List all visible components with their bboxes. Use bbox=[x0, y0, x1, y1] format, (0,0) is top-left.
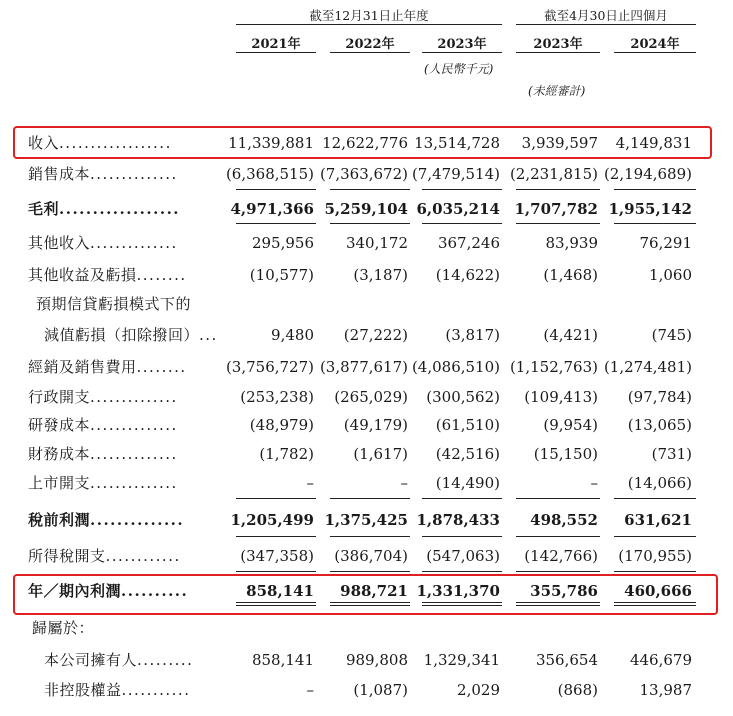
cell-2023: 6,035,214 bbox=[416, 200, 500, 218]
cell-2023: 1,878,433 bbox=[416, 511, 500, 529]
cell-4m-2023: (2,231,815) bbox=[509, 165, 598, 183]
cell-2022: 5,259,104 bbox=[324, 200, 408, 218]
cell-4m-2023: (4,421) bbox=[543, 326, 598, 344]
row-label bbox=[28, 383, 178, 411]
subtotal-rule bbox=[614, 223, 696, 224]
cell-2022: (3,187) bbox=[353, 266, 408, 284]
row-label bbox=[28, 195, 180, 223]
row-gross-profit bbox=[0, 195, 733, 223]
row-attributable-to bbox=[0, 614, 733, 642]
currency-note: (人民幣千元) bbox=[424, 62, 494, 76]
year-group-rule bbox=[236, 24, 502, 25]
row-income-tax bbox=[0, 542, 733, 570]
row-label-text: 毛利 bbox=[28, 200, 60, 218]
row-label bbox=[32, 614, 94, 642]
year-group-header: 截至12月31日止年度 bbox=[309, 8, 429, 23]
cell-2023: 2,029 bbox=[457, 681, 500, 699]
row-label bbox=[44, 321, 218, 349]
cell-2021: (3,756,727) bbox=[225, 358, 314, 376]
year-rule-2021 bbox=[236, 52, 316, 53]
cell-4m-2024: 631,621 bbox=[624, 511, 692, 529]
subtotal-rule bbox=[422, 571, 502, 572]
highlight-profit-box bbox=[13, 574, 718, 615]
subtotal-rule bbox=[516, 571, 600, 572]
row-label-text: 所得稅開支 bbox=[28, 547, 106, 565]
row-impairment-losses bbox=[0, 321, 733, 349]
cell-2022: 989,808 bbox=[345, 651, 408, 669]
period-group-rule bbox=[516, 24, 696, 25]
row-label-text: 非控股權益 bbox=[44, 681, 122, 699]
subtotal-rule bbox=[330, 571, 410, 572]
row-leader-dots: .................. bbox=[59, 134, 172, 152]
row-label bbox=[44, 646, 193, 674]
cell-4m-2023: 83,939 bbox=[545, 234, 598, 252]
row-finance-costs bbox=[0, 440, 733, 468]
row-leader-dots: .............. bbox=[90, 165, 178, 183]
subtotal-rule bbox=[422, 498, 502, 499]
cell-4m-2024: (745) bbox=[651, 326, 692, 344]
row-label bbox=[28, 261, 187, 289]
cell-2022: (265,029) bbox=[334, 388, 408, 406]
cell-2023: (61,510) bbox=[435, 416, 500, 434]
cell-4m-2023: (1,152,763) bbox=[509, 358, 598, 376]
subtotal-rule bbox=[330, 189, 410, 190]
row-label-text: 其他收益及虧損 bbox=[28, 266, 137, 284]
cell-4m-2024: (731) bbox=[651, 445, 692, 463]
cell-4m-2023: 356,654 bbox=[535, 651, 598, 669]
cell-4m-2023: (9,954) bbox=[543, 416, 598, 434]
row-label-text: 研發成本 bbox=[28, 416, 91, 434]
cell-4m-2023: (868) bbox=[557, 681, 598, 699]
cell-4m-2023: – bbox=[590, 474, 598, 492]
cell-2022: (386,704) bbox=[334, 547, 408, 565]
cell-2023: (3,817) bbox=[445, 326, 500, 344]
cell-2021: 11,339,881 bbox=[228, 134, 314, 152]
cell-4m-2024: 1,955,142 bbox=[608, 200, 692, 218]
subtotal-rule bbox=[236, 498, 316, 499]
period-header-2023: 2023年 bbox=[533, 37, 583, 52]
row-other-gains-losses bbox=[0, 261, 733, 289]
row-admin-expenses bbox=[0, 383, 733, 411]
row-label-text: 財務成本 bbox=[28, 445, 91, 463]
subtotal-rule bbox=[516, 223, 600, 224]
cell-4m-2023: 498,552 bbox=[530, 511, 598, 529]
cell-2022: (3,877,617) bbox=[319, 358, 408, 376]
cell-2021: 858,141 bbox=[246, 582, 314, 600]
year-rule-2023 bbox=[422, 52, 502, 53]
row-leader-dots: ............ bbox=[105, 547, 181, 565]
cell-2021: 9,480 bbox=[271, 326, 314, 344]
cell-2023: (14,622) bbox=[435, 266, 500, 284]
highlight-revenue-box bbox=[13, 126, 712, 159]
unaudited-note: (未經審計) bbox=[528, 84, 586, 98]
row-profit-before-tax bbox=[0, 506, 733, 534]
row-label-text: 經銷及銷售費用 bbox=[28, 358, 137, 376]
cell-2021: – bbox=[306, 474, 314, 492]
cell-4m-2023: 3,939,597 bbox=[521, 134, 598, 152]
period-group-header: 截至4月30日止四個月 bbox=[544, 8, 668, 23]
row-distribution-selling bbox=[0, 353, 733, 381]
row-leader-dots: .............. bbox=[90, 445, 178, 463]
row-leader-dots: ........ bbox=[136, 266, 187, 284]
row-leader-dots: ... bbox=[199, 326, 218, 344]
subtotal-rule bbox=[330, 536, 410, 537]
subtotal-rule bbox=[330, 498, 410, 499]
cell-4m-2023: (1,468) bbox=[543, 266, 598, 284]
subtotal-rule bbox=[614, 571, 696, 572]
cell-4m-2024: 1,060 bbox=[649, 266, 692, 284]
row-label bbox=[28, 229, 178, 257]
row-label-text: 上市開支 bbox=[28, 474, 91, 492]
cell-4m-2024: 76,291 bbox=[639, 234, 692, 252]
subtotal-rule bbox=[516, 189, 600, 190]
cell-2021: – bbox=[306, 681, 314, 699]
cell-2023: 13,514,728 bbox=[414, 134, 500, 152]
row-label bbox=[28, 542, 181, 570]
row-leader-dots: .............. bbox=[90, 234, 178, 252]
cell-2022: (27,222) bbox=[343, 326, 408, 344]
year-header-2023: 2023年 bbox=[437, 37, 487, 52]
year-header-2021: 2021年 bbox=[251, 37, 301, 52]
row-label bbox=[28, 440, 178, 468]
subtotal-rule bbox=[516, 498, 600, 499]
cell-2022: 340,172 bbox=[345, 234, 408, 252]
row-label bbox=[28, 469, 178, 497]
row-leader-dots: .......... bbox=[121, 582, 189, 600]
row-label-text: 歸屬於： bbox=[32, 619, 95, 637]
row-leader-dots: .............. bbox=[90, 474, 178, 492]
cell-2021: 1,205,499 bbox=[230, 511, 314, 529]
cell-2021: (347,358) bbox=[240, 547, 314, 565]
subtotal-rule bbox=[236, 189, 316, 190]
row-label bbox=[36, 290, 191, 318]
row-label-text: 減值虧損（扣除撥回） bbox=[44, 326, 200, 344]
subtotal-rule bbox=[614, 189, 696, 190]
cell-2021: (10,577) bbox=[249, 266, 314, 284]
row-label bbox=[28, 506, 184, 534]
cell-4m-2024: (1,274,481) bbox=[603, 358, 692, 376]
subtotal-rule bbox=[330, 223, 410, 224]
cell-2023: 1,331,370 bbox=[416, 582, 500, 600]
row-label-text: 收入 bbox=[28, 134, 60, 152]
cell-2022: (1,617) bbox=[353, 445, 408, 463]
cell-4m-2024: 446,679 bbox=[629, 651, 692, 669]
cell-2021: 4,971,366 bbox=[230, 200, 314, 218]
cell-2022: (1,087) bbox=[353, 681, 408, 699]
cell-2021: 295,956 bbox=[251, 234, 314, 252]
cell-2023: (14,490) bbox=[435, 474, 500, 492]
cell-2022: (49,179) bbox=[343, 416, 408, 434]
row-rd-costs bbox=[0, 411, 733, 439]
row-label bbox=[28, 160, 178, 188]
cell-2021: 858,141 bbox=[251, 651, 314, 669]
row-leader-dots: .................. bbox=[59, 200, 181, 218]
row-label-text: 行政開支 bbox=[28, 388, 91, 406]
row-leader-dots: ......... bbox=[137, 651, 194, 669]
cell-4m-2023: (142,766) bbox=[524, 547, 598, 565]
row-label-text: 年／期內利潤 bbox=[28, 582, 122, 600]
cell-2022: 988,721 bbox=[340, 582, 408, 600]
cell-2021: (253,238) bbox=[240, 388, 314, 406]
cell-4m-2024: (14,066) bbox=[627, 474, 692, 492]
cell-2023: (42,516) bbox=[435, 445, 500, 463]
row-label bbox=[44, 676, 190, 704]
cell-2023: 367,246 bbox=[437, 234, 500, 252]
cell-2023: 1,329,341 bbox=[423, 651, 500, 669]
period-header-2024: 2024年 bbox=[630, 37, 680, 52]
cell-4m-2024: 460,666 bbox=[624, 582, 692, 600]
year-rule-2022 bbox=[330, 52, 410, 53]
cell-2021: (1,782) bbox=[259, 445, 314, 463]
subtotal-rule bbox=[614, 536, 696, 537]
row-leader-dots: .............. bbox=[90, 416, 178, 434]
cell-4m-2023: (15,150) bbox=[533, 445, 598, 463]
row-owners-of-company bbox=[0, 646, 733, 674]
subtotal-rule bbox=[422, 223, 502, 224]
subtotal-rule bbox=[516, 536, 600, 537]
subtotal-rule bbox=[236, 223, 316, 224]
subtotal-rule bbox=[236, 571, 316, 572]
cell-2022: 12,622,776 bbox=[322, 134, 408, 152]
row-leader-dots: ........ bbox=[136, 358, 187, 376]
row-cost-of-sales bbox=[0, 160, 733, 188]
cell-4m-2024: (97,784) bbox=[627, 388, 692, 406]
cell-4m-2024: (2,194,689) bbox=[603, 165, 692, 183]
cell-4m-2024: (13,065) bbox=[627, 416, 692, 434]
subtotal-rule bbox=[422, 536, 502, 537]
period-rule-2023 bbox=[516, 52, 600, 53]
row-leader-dots: .............. bbox=[90, 388, 178, 406]
cell-4m-2024: (170,955) bbox=[618, 547, 692, 565]
row-label-text: 稅前利潤 bbox=[28, 511, 91, 529]
row-leader-dots: .............. bbox=[90, 511, 185, 529]
cell-4m-2024: 4,149,831 bbox=[615, 134, 692, 152]
row-leader-dots: ........... bbox=[121, 681, 191, 699]
cell-2023: (300,562) bbox=[426, 388, 500, 406]
cell-2022: 1,375,425 bbox=[324, 511, 408, 529]
cell-2023: (4,086,510) bbox=[411, 358, 500, 376]
subtotal-rule bbox=[236, 536, 316, 537]
cell-4m-2023: 355,786 bbox=[530, 582, 598, 600]
row-non-controlling bbox=[0, 676, 733, 704]
year-header-2022: 2022年 bbox=[345, 37, 395, 52]
cell-2023: (547,063) bbox=[426, 547, 500, 565]
row-label bbox=[28, 411, 178, 439]
row-label-text: 本公司擁有人 bbox=[44, 651, 138, 669]
row-other-income bbox=[0, 229, 733, 257]
row-listing-expenses bbox=[0, 469, 733, 497]
cell-2023: (7,479,514) bbox=[411, 165, 500, 183]
cell-2022: – bbox=[400, 474, 408, 492]
row-label-text: 銷售成本 bbox=[28, 165, 91, 183]
subtotal-rule bbox=[614, 498, 696, 499]
cell-2022: (7,363,672) bbox=[319, 165, 408, 183]
cell-4m-2023: (109,413) bbox=[524, 388, 598, 406]
cell-2021: (48,979) bbox=[249, 416, 314, 434]
row-label-text: 預期信貸虧損模式下的 bbox=[36, 295, 192, 313]
row-label-text: 其他收入 bbox=[28, 234, 91, 252]
cell-4m-2024: 13,987 bbox=[639, 681, 692, 699]
cell-2021: (6,368,515) bbox=[225, 165, 314, 183]
row-ecl-heading bbox=[0, 290, 733, 318]
period-rule-2024 bbox=[614, 52, 696, 53]
row-label bbox=[28, 353, 187, 381]
cell-4m-2023: 1,707,782 bbox=[514, 200, 598, 218]
subtotal-rule bbox=[422, 189, 502, 190]
